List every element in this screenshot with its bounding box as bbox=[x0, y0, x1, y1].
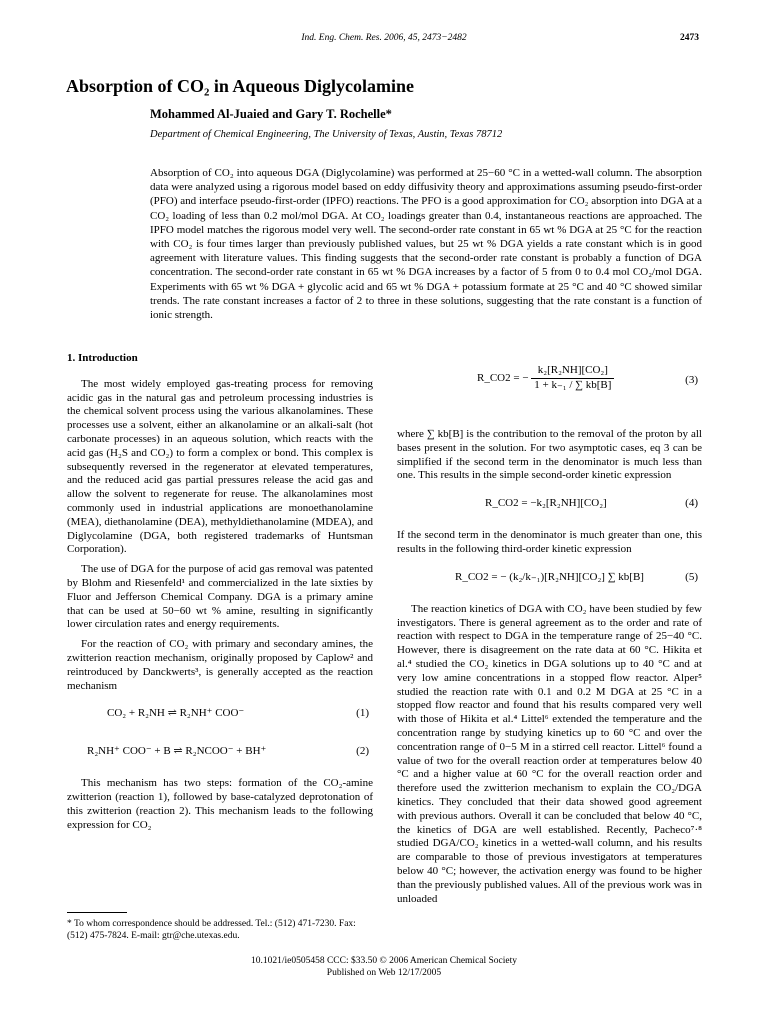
correspondence-footnote: * To whom correspondence should be addressed. Tel.: (512) 471-7230. Fax: (512) 475-7824. E-mail: gtr@che.utexas.edu. bbox=[67, 919, 356, 941]
footer-published: Published on Web 12/17/2005 bbox=[326, 968, 442, 978]
right-paragraph-2: If the second term in the denominator is much greater than one, this results in the following third-order kinetic expression bbox=[397, 529, 702, 555]
equation-1-number: (1) bbox=[356, 707, 369, 720]
intro-paragraph-4: This mechanism has two steps: formation of the CO₂-amine zwitterion (reaction 1), followed by base-catalyzed deprotonation of this zwitterion (reaction 2). This mechanism leads to the following expression for CO₂ bbox=[67, 777, 373, 831]
abstract: Absorption of CO₂ into aqueous DGA (Diglycolamine) was performed at 25−60 °C in a wetted-wall column. The absorption data were analyzed using a rigorous model based on eddy diffusivity theory and approximations assuming pseudo-first-order (PFO) and interface pseudo-first-order (IPFO) reactions. The PFO is a good approximation for CO₂ absorption into DGA at a CO₂ loading of less than 0.2 mol/mol DGA. At CO₂ loadings greater than 0.4, instantaneous reactions are approached. The IPFO model matches the rigorous model very well. The second-order rate constant in 65 wt % DGA at 25 °C for the reaction with CO₂ is four times larger than previously published values, but 25 wt % DGA yields a rate constant which is in good agreement with literature values. This finding suggests that the second-order rate constant is probably a function of DGA concentration. The second-order rate constant in 65 wt % DGA increases by a factor of 5 from 0 to 0.4 mol CO₂/mol DGA. Experiments with 65 wt % DGA + glycolic acid and 65 wt % DGA + potassium formate at 25 °C and 40 °C showed similar trends. The rate constant increases a factor of 2 to three in these solutions, suggesting that the rate constant is a function of ionic strength. bbox=[150, 167, 702, 322]
equation-1 bbox=[67, 701, 373, 731]
equation-3-lhs: R_CO2 = − bbox=[477, 371, 529, 384]
equation-4 bbox=[397, 491, 702, 521]
equation-2 bbox=[67, 739, 373, 769]
intro-paragraph-3: For the reaction of CO₂ with primary and secondary amines, the zwitterion reaction mechanism, originally proposed by Caplow² and reintroduced by Danckwerts³, is generally accepted as the reaction mechanism bbox=[67, 638, 373, 692]
intro-paragraph-1: The most widely employed gas-treating process for removing acidic gas in the natural gas and petroleum processing industries is the chemical solvent process using the various alkanolamines. These processes use a solvent, either an alkanolamine or an alkali-salt (hot carbonate processes) in an aqueous solution, which reacts with the acid gas (H₂S and CO₂) to form a complex or bond. This complex is subsequently reversed in the regenerator at elevated temperatures, and the reduced acid gas partial pressures release the acid gas and allow the solvent to regenerate for reuse. The alkanolamines most commonly used in industrial applications are monoethanolamine (MEA), diethanolamine (DEA), methyldiethanolamine (MDEA), and Diglycolamine (DGA, both registered trademarks of Huntsman Corporation). bbox=[67, 377, 373, 556]
page-footer bbox=[0, 955, 768, 979]
right-column bbox=[397, 352, 702, 912]
equation-5 bbox=[397, 565, 702, 595]
journal-citation: Ind. Eng. Chem. Res. 2006, 45, 2473−2482 bbox=[301, 33, 467, 43]
equation-3-numerator: k₂[R₂NH][CO₂] bbox=[531, 364, 614, 379]
footer-doi-copyright: 10.1021/ie0505458 CCC: $33.50 © 2006 American Chemical Society bbox=[250, 956, 518, 966]
right-paragraph-3: The reaction kinetics of DGA with CO₂ have been studied by few investigators. There is general agreement as to the order and rate of reaction with respect to DGA in the temperature range of 25−40 °C. However, there is disagreement on the rate data at 60 °C. Hikita et al.⁴ studied the CO₂ kinetics in DGA solutions up to 40 °C and at very low amine concentrations in a stopped flow reactor. Alper⁵ studied the reaction rate with 0.1 and 0.2 M DGA at 25 °C in a stopped flow reactor and found that his results compared very well with those of Hikita et al.⁴ Littel⁶ extended the temperature and the concentration range by studying kinetics up to 60 °C and over the concentration range of 0−5 M in a stirred cell reactor. Littel⁶ found a value of two for the overall reaction order at temperatures below 40 °C and a higher value at 60 °C for the overall reaction order and therefore used the zwitterion mechanism to explain the CO₂/DGA kinetics. They concluded that their data showed good agreement with previous authors. Overall it can be concluded that below 40 °C, the kinetics of DGA are well established. Recently, Pacheco⁷·⁸ studied DGA/CO₂ kinetics in a wetted-wall column, and his results are comparable to those of previous investigators at temperatures below 40 °C; however, the activation energy was found to be higher than the previously published values. All of the previous work was in unloaded bbox=[397, 602, 702, 905]
equation-1-expression: CO₂ + R₂NH ⇌ R₂NH⁺ COO⁻ bbox=[107, 707, 245, 720]
affiliation: Department of Chemical Engineering, The University of Texas, Austin, Texas 78712 bbox=[150, 129, 503, 140]
equation-3 bbox=[397, 360, 702, 420]
equation-3-fraction bbox=[531, 364, 614, 393]
equation-3-denominator: 1 + k₋₁ / ∑ kb[B] bbox=[534, 378, 612, 391]
equation-4-expression: R_CO2 = −k₂[R₂NH][CO₂] bbox=[485, 497, 607, 510]
page-number: 2473 bbox=[680, 33, 699, 43]
footnote-divider bbox=[67, 912, 127, 913]
equation-5-expression: R_CO2 = − (k₂/k₋₁)[R₂NH][CO₂] ∑ kb[B] bbox=[455, 570, 644, 583]
equation-2-number: (2) bbox=[356, 745, 369, 758]
equation-3-number: (3) bbox=[685, 374, 698, 386]
running-head bbox=[0, 33, 768, 47]
section-heading-introduction: 1. Introduction bbox=[67, 352, 138, 364]
equation-2-expression: R₂NH⁺ COO⁻ + B ⇌ R₂NCOO⁻ + BH⁺ bbox=[87, 745, 267, 758]
equation-4-number: (4) bbox=[685, 497, 698, 510]
intro-paragraph-2: The use of DGA for the purpose of acid gas removal was patented by Blohm and Riesenfeld¹ and commercialized in the late sixties by Fluor and Jefferson Chemical Company. DGA is a primary amine that can be used at 50−60 wt % amine, resulting in significantly lower circulation rates and energy requirements. bbox=[67, 563, 373, 631]
equation-5-number: (5) bbox=[685, 570, 698, 583]
authors: Mohammed Al-Juaied and Gary T. Rochelle* bbox=[150, 107, 392, 121]
paper-title: Absorption of CO₂ in Aqueous Diglycolamine bbox=[66, 76, 414, 96]
right-paragraph-1: where ∑ kb[B] is the contribution to the removal of the proton by all bases present in the solution. For two asymptotic cases, eq 3 can be simplified if the second term in the denominator is much less than one. This results in the simple second-order kinetic expression bbox=[397, 428, 702, 482]
left-column bbox=[67, 352, 373, 839]
